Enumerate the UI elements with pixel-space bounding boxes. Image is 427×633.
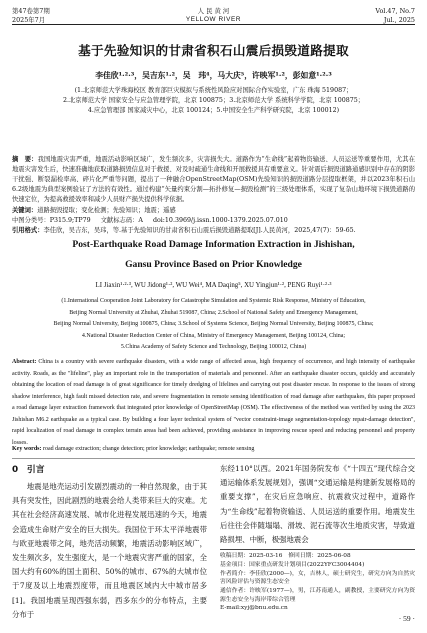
body-column-right	[220, 462, 415, 547]
journal-volume-en: Vol.47, No.7 Jul., 2025	[375, 7, 415, 24]
authors-cn: 李佳欣¹·²·³，吴吉东¹·²，吴 玮⁴，马大庆⁵，许映军¹·²，彭如意¹·²·³	[95, 71, 332, 80]
abstract-text-cn: 我国地震灾害严重，地震活动影响区域广，发生频次多，灾害损失大。道路作为“生命线”起着物资输送、人员运送等重要作用，尤其在地震灾害发生后，快速准确地获取道路损毁信息对于救援、对及时疏通生命线和开展救援具有重要意义。针对震后损毁道路通感识别中存在的阴影干扰强、断裂漏检率高、碎片化严重等问题，提出了一种融合OpenStreetMap(OSM)先验知识的损毁道路分层提取框架，并以2023年积石山6.2级地震为典型案例验证了方法的有效性。通过构建“矢量约束分割—拓扑修复—损毁检测”的三级处理体系，实现了复杂山地环境下损毁道路的快速定位，为提高救援效率和减少人员财产损失提供科学依据。	[12, 156, 415, 203]
paper-title-en: Post-Earthquake Road Damage Information Extraction in Jishishan, Gansu Province Based on Prior Knowledge	[72, 239, 355, 270]
dates-line: 收稿日期：2025-03-16 修回日期：2025-06-08	[220, 553, 351, 559]
abstract-divider	[12, 458, 415, 459]
author-bio: 作者简介：李佳欣(2000—)，女，吉林人，硕士研究生，研究方向为自然灾害风险评估与资源生态安全	[220, 570, 415, 586]
document-code: 文献标志码：A	[100, 217, 143, 224]
affiliations-en: (1.International Cooperation Joint Laboratory for Catastrophe Simulation and Systemic Risk Response, Ministry of Education, Beijing Normal University at Zhuhai, Zhuhai 519087, China; 2.School of National Safety and Emergency Management, Beijing Normal University, Beijing 100875, China; 3.School of Systems Science, Beijing Normal University, Beijing 100875, China; 4.National Disaster Reduction Center of China, Ministry of Emergency Management, Beijing 100124, China; 5.China Academy of Safety Science and Technology, Beijing 100012, China)	[53, 298, 374, 350]
citation-cn: 引用格式：李佳欣，吴吉东，吴玮，等.基于先验知识的甘肃省积石山震后损毁道路提取[J].人民黄河，2025,47(7)：59-65.	[12, 227, 356, 234]
running-header	[12, 6, 415, 30]
corresponding-author: 通信作者：许映军(1977—)，男，江苏南通人，副教授，主要研究方向为资源生态安全与海岸带综合管理	[220, 587, 415, 603]
body-column-left	[12, 462, 207, 622]
affiliations-cn: (1.北京师范大学珠海校区 教育部巨灾模拟与系统性风险应对国际合作实验室，广东 珠海 519087； 2.北京师范大学 国家安全与应急管理学院，北京 100875；3.北京师范大学 系统科学学院，北京 100875； 4.应急管理部 国家减灾中心，北京 100124；5.中国安全生产科学研究院，北京 100012)	[62, 87, 365, 114]
page-number: · 59 ·	[398, 614, 415, 623]
keywords-cn: 关键词：道路损毁提取；变化检测；先验知识；地震；遥感	[12, 207, 176, 214]
abstract-cn	[12, 155, 415, 205]
footnote-divider	[220, 549, 415, 550]
email: E-mail:xyj@bnu.edu.cn	[220, 605, 288, 612]
authors-en: LI Jiaxin¹·²·³, WU Jidong¹·², WU Wei⁴, MA Daqing⁵, XU Yingjun¹·², PENG Ruyi¹·²·³	[95, 282, 332, 289]
header-divider	[12, 24, 415, 25]
fund-line: 基金项目：国家重点研发计划项目(2022YFC3004404)	[220, 561, 365, 568]
footnote	[220, 552, 415, 613]
abstract-label-cn: 摘 要：	[12, 156, 38, 163]
section-heading: 0 引言	[12, 465, 45, 475]
abstract-en	[12, 357, 415, 449]
journal-volume: 第47卷第7期 2025年7月	[12, 7, 50, 24]
body-paragraph-continued: 东经110°以西。2021年国务院发布《“十四五”现代综合交通运输体系发展规划》，强调“交通运输是构建新发展格局的重要支撑”，在灾后应急响应、抗震救灾过程中，道路作为“生命线”起着物资输送、人员运送的重要作用。地震发生后往往会伴随塌塌、滑坡、泥石流等次生地质灾害，导致道路损埋、中断，极强地震会	[220, 464, 415, 545]
classification-line	[12, 216, 415, 226]
body-paragraph: 地震是地壳运动引发剧烈震动的一种自然现象，由于其具有突发性，因此剧烈的地震会给人类带来巨大的灾难。尤其在社会经济高速发展、城市化进程发展迅速的今天，地震会造成生命财产安全的巨大损失。我国位于环太平洋地震带与欧亚地震带之间，地壳活动频繁，地震活动影响区域广，发生频次多，发生强度大，是一个地震灾害严重的国家，全国大约有60%的国土面积、50%的城市、67%的大城市位于7度及以上地震烈度带，而且地震区域内大中城市居多[1]。我国地震呈现西强东弱，西多东少的分布特点，主要分布于	[12, 482, 207, 619]
keywords-en: Key words: road damage extraction; change detection; prior knowledge; earthquake; remote sensing	[12, 446, 255, 452]
abstract-text-en: China is a country with severe earthquake disasters, with a wide range of affected areas, high frequency of occurrence, and high intensity of earthquake activity. Roads, as the "lifeline", play an important role in the transportation of materials and personnel. After an earthquake disaster occurs, quickly and accurately obtaining the location of road damage is of great significance for timely dredging of lifelines and carrying out post disaster rescue. In response to the issues of strong shadow interference, high fault missed detection rate, and severe fragmentation in remote sensing identification of road damage after earthquakes, this paper proposed a road damage layer extraction framework that integrated prior knowledge of OpenStreetMap (OSM). The effectiveness of the method was verified by using the 2023 Jishishan M6.2 earthquake as a typical case. By building a four layer technical system of "vector constraint-image segmentation-topology repair-damage detection", rapid localization of road damage in complex terrain areas had been achieved, providing assistance in improving rescue speed and reducing personnel and property losses.	[12, 359, 415, 446]
clc-number: 中图分类号：P315.9;TP79	[12, 217, 91, 224]
journal-name: 人 民 黄 河 YELLOW RIVER	[185, 7, 242, 23]
doi: doi:10.3969/j.issn.1000-1379.2025.07.010	[152, 217, 288, 224]
abstract-label-en: Abstract:	[12, 359, 37, 365]
paper-title-cn: 基于先验知识的甘肃省积石山震后损毁道路提取	[78, 43, 349, 58]
